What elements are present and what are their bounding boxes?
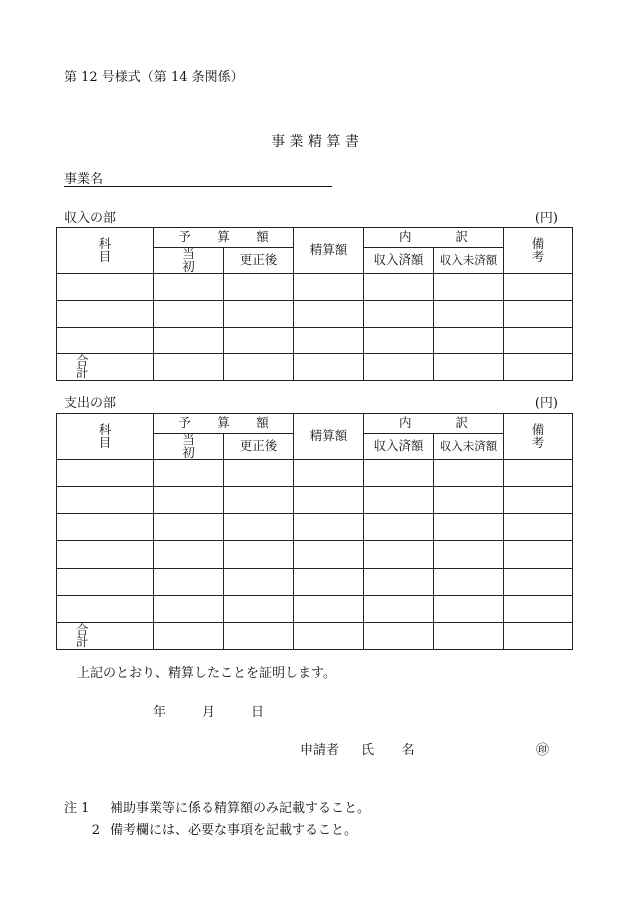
note-1 [64,802,370,815]
table-row [57,328,573,354]
certification-statement: 上記のとおり、精算したことを証明します。 [77,666,336,681]
table-row [57,514,573,541]
col-item-header: 科 目 [57,228,154,274]
table-row [57,596,573,623]
date-year-label: 年 [153,705,167,720]
expense-unit: (円) [534,396,558,411]
col-settled-header: 精算額 [294,228,364,274]
date-month-label: 月 [202,705,216,720]
total-row [57,354,573,381]
income-section-label: 収入の部 [64,211,117,226]
name-label: 氏 名 [361,743,427,758]
date-day-label: 日 [251,705,265,720]
note-2-text: 備考欄には、必要な事項を記載すること。 [110,823,358,838]
income-unit: (円) [534,211,558,226]
col-unreceived-header: 収入未済額 [434,434,504,460]
note-2-number: 2 [91,823,100,838]
col-remarks-header: 備 考 [504,414,573,460]
seal-mark: ㊞ [536,743,550,758]
table-row [57,487,573,514]
project-name-field[interactable] [64,186,332,187]
note-1-number: 注 1 [64,801,90,816]
total-row [57,623,573,650]
expense-section-label: 支出の部 [64,396,117,411]
col-breakdown-header: 内 訳 [364,414,504,434]
applicant-label: 申請者 [300,743,340,758]
col-unreceived-header: 収入未済額 [434,248,504,274]
col-received-header: 収入済額 [364,434,434,460]
total-label: 合 計 [57,354,154,381]
col-revised-header: 更正後 [224,248,294,274]
applicant-line [300,744,426,757]
col-initial-header: 当 初 [154,434,224,460]
col-item-header: 科 目 [57,414,154,460]
col-revised-header: 更正後 [224,434,294,460]
col-settled-header: 精算額 [294,414,364,460]
total-label: 合 計 [57,623,154,650]
project-name-label: 事業名 [64,172,104,187]
col-received-header: 収入済額 [364,248,434,274]
col-budget-header: 予 算 額 [154,414,294,434]
table-row [57,541,573,569]
note-2 [64,824,357,837]
col-budget-header: 予 算 額 [154,228,294,248]
col-initial-header: 当 初 [154,248,224,274]
table-row [57,460,573,487]
col-remarks-header: 備 考 [504,228,573,274]
note-1-text: 補助事業等に係る精算額のみ記載すること。 [110,801,371,816]
form-number: 第 12 号様式（第 14 条関係） [64,70,244,85]
col-breakdown-header: 内 訳 [364,228,504,248]
date-line [153,706,264,719]
income-table [56,227,573,381]
table-row [57,274,573,301]
document-title: 事 業 精 算 書 [271,134,359,150]
expense-table [56,413,573,650]
table-row [57,301,573,328]
table-row [57,569,573,596]
